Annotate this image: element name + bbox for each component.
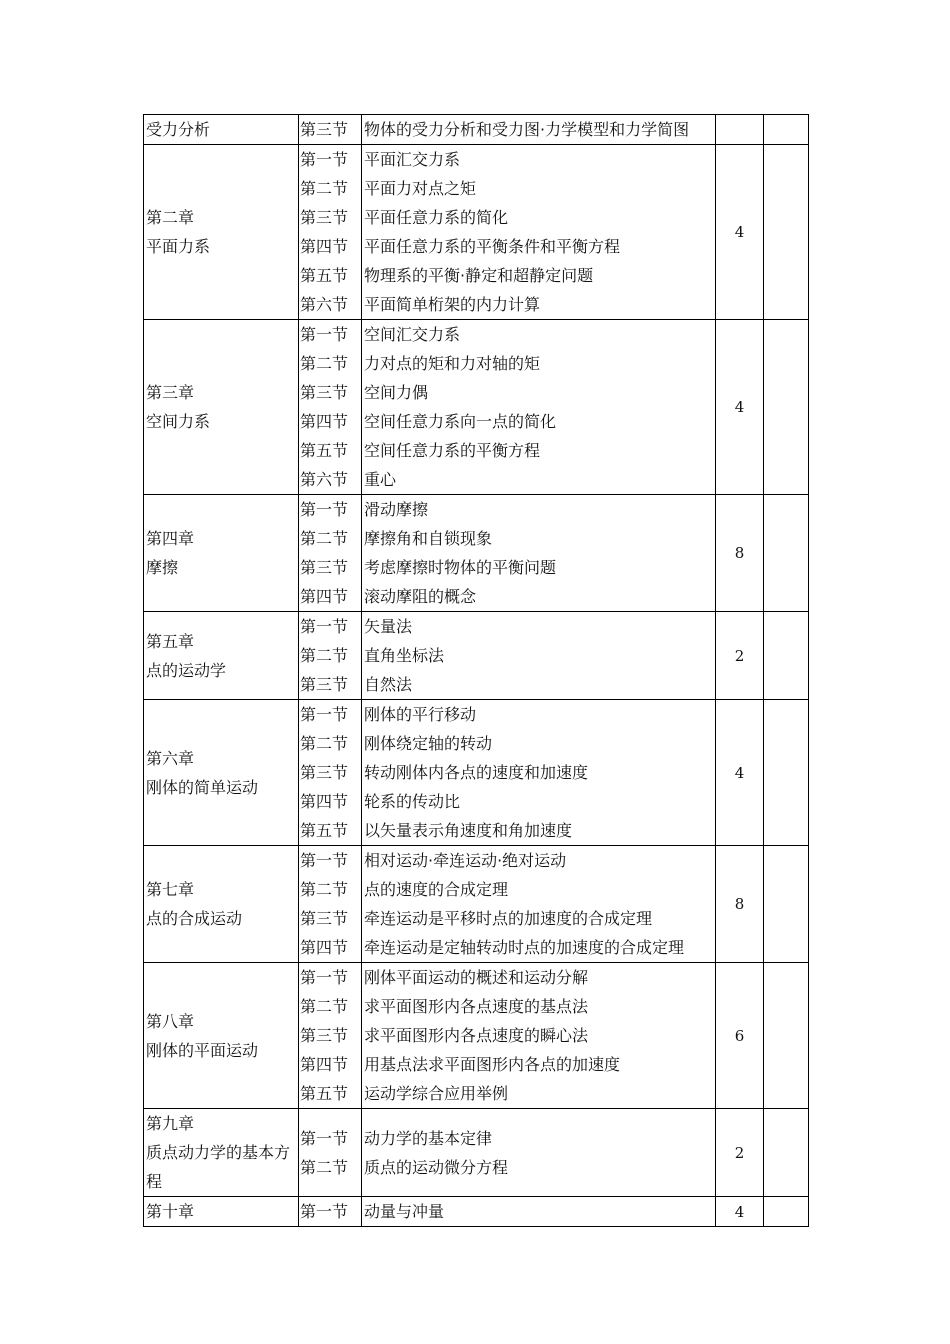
section-number: 第二节 xyxy=(300,646,349,665)
syllabus-table xyxy=(143,114,809,1227)
section-number-cell xyxy=(299,612,362,700)
section-topic: 动力学的基本定律 xyxy=(364,1128,493,1148)
section-topic: 空间任意力系的平衡方程 xyxy=(364,441,541,460)
section-number-cell xyxy=(299,115,362,145)
section-number: 第二节 xyxy=(300,1157,349,1177)
chapter-cell xyxy=(144,612,299,700)
section-topic: 物理系的平衡·静定和超静定问题 xyxy=(364,266,594,285)
section-number: 第二节 xyxy=(300,734,349,753)
section-topic: 刚体平面运动的概述和运动分解 xyxy=(364,968,589,987)
section-number: 第五节 xyxy=(300,266,349,285)
section-topic: 质点的运动微分方程 xyxy=(364,1157,509,1177)
chapter-title-line: 刚体的平面运动 xyxy=(146,1040,259,1060)
section-number: 第五节 xyxy=(300,1084,349,1103)
remarks-cell xyxy=(764,612,809,700)
chapter-title-line: 点的合成运动 xyxy=(146,909,243,928)
section-number: 第一节 xyxy=(300,851,349,870)
remarks-cell xyxy=(764,320,809,495)
chapter-title-line: 质点动力学的基本方 xyxy=(146,1143,291,1162)
section-topic: 矢量法 xyxy=(364,617,413,636)
chapter-cell xyxy=(144,963,299,1109)
section-topic: 用基点法求平面图形内各点的加速度 xyxy=(364,1055,621,1074)
section-number: 第一节 xyxy=(300,1128,349,1148)
section-topic-cell xyxy=(362,320,716,495)
section-number-cell xyxy=(299,846,362,963)
chapter-title-line: 程 xyxy=(146,1172,163,1191)
hours-cell: 4 xyxy=(716,1197,764,1227)
section-topic-cell xyxy=(362,612,716,700)
section-topic: 牵连运动是定轴转动时点的加速度的合成定理 xyxy=(364,938,685,957)
section-number: 第一节 xyxy=(300,968,349,987)
chapter-row xyxy=(144,963,809,1109)
section-number: 第二节 xyxy=(300,179,349,198)
section-topic: 运动学综合应用举例 xyxy=(364,1084,509,1103)
section-topic: 空间任意力系向一点的简化 xyxy=(364,412,557,431)
hours-cell: 4 xyxy=(716,700,764,846)
chapter-row xyxy=(144,320,809,495)
section-number: 第一节 xyxy=(300,150,349,169)
remarks-cell xyxy=(764,1197,809,1227)
section-number: 第一节 xyxy=(300,325,349,344)
chapter-row xyxy=(144,700,809,846)
section-number: 第五节 xyxy=(300,821,349,840)
chapter-cell xyxy=(144,1109,299,1197)
chapter-row xyxy=(144,145,809,320)
remarks-cell xyxy=(764,495,809,612)
section-topic: 摩擦角和自锁现象 xyxy=(364,529,493,548)
section-topic: 牵连运动是平移时点的加速度的合成定理 xyxy=(364,909,653,928)
section-number-cell xyxy=(299,1109,362,1197)
chapter-row xyxy=(144,612,809,700)
chapter-title-line: 第八章 xyxy=(146,1011,195,1031)
hours-cell: 8 xyxy=(716,846,764,963)
section-topic: 刚体的平行移动 xyxy=(364,705,477,724)
section-number: 第四节 xyxy=(300,587,349,606)
chapter-title-line: 受力分析 xyxy=(146,120,211,139)
remarks-cell xyxy=(764,1109,809,1197)
chapter-row xyxy=(144,115,809,145)
chapter-title-line: 第五章 xyxy=(146,631,195,651)
section-topic: 求平面图形内各点速度的瞬心法 xyxy=(364,1026,589,1045)
section-number: 第三节 xyxy=(300,383,349,402)
section-topic: 平面力对点之矩 xyxy=(364,179,477,198)
hours-cell xyxy=(716,115,764,145)
section-topic: 轮系的传动比 xyxy=(364,792,461,811)
section-number: 第四节 xyxy=(300,792,349,811)
hours-cell: 2 xyxy=(716,612,764,700)
section-number-cell xyxy=(299,320,362,495)
remarks-cell xyxy=(764,700,809,846)
section-topic: 自然法 xyxy=(364,675,413,694)
section-topic: 滚动摩阻的概念 xyxy=(364,587,477,606)
chapter-title-line: 第六章 xyxy=(146,748,195,768)
chapter-title-line: 第七章 xyxy=(146,880,195,899)
section-topic: 相对运动·牵连运动·绝对运动 xyxy=(364,851,567,870)
section-number-cell xyxy=(299,700,362,846)
section-number-cell xyxy=(299,145,362,320)
remarks-cell xyxy=(764,963,809,1109)
section-topic: 空间汇交力系 xyxy=(364,325,461,344)
section-number: 第四节 xyxy=(300,237,349,256)
section-number: 第三节 xyxy=(300,909,349,928)
chapter-cell xyxy=(144,846,299,963)
section-topic: 力对点的矩和力对轴的矩 xyxy=(364,354,541,373)
hours-cell: 4 xyxy=(716,145,764,320)
section-number: 第一节 xyxy=(300,1202,349,1221)
section-number: 第一节 xyxy=(300,617,349,636)
remarks-cell xyxy=(764,846,809,963)
chapter-cell xyxy=(144,495,299,612)
section-topic: 求平面图形内各点速度的基点法 xyxy=(364,997,589,1016)
chapter-title-line: 平面力系 xyxy=(146,237,211,256)
hours-cell: 8 xyxy=(716,495,764,612)
section-number: 第三节 xyxy=(300,120,349,139)
section-topic: 平面汇交力系 xyxy=(364,150,461,169)
chapter-row xyxy=(144,495,809,612)
section-topic: 滑动摩擦 xyxy=(364,500,429,519)
section-number: 第一节 xyxy=(300,705,349,724)
section-number-cell xyxy=(299,1197,362,1227)
section-number: 第二节 xyxy=(300,529,349,548)
chapter-title-line: 第十章 xyxy=(146,1202,195,1221)
section-number: 第一节 xyxy=(300,500,349,519)
section-topic: 刚体绕定轴的转动 xyxy=(364,734,493,753)
chapter-title-line: 刚体的简单运动 xyxy=(146,777,259,797)
section-topic: 平面任意力系的简化 xyxy=(364,208,509,227)
section-topic: 转动刚体内各点的速度和加速度 xyxy=(364,763,589,782)
chapter-title-line: 点的运动学 xyxy=(146,660,227,680)
section-number-cell xyxy=(299,963,362,1109)
section-number: 第三节 xyxy=(300,1026,349,1045)
section-topic: 动量与冲量 xyxy=(364,1202,445,1221)
chapter-cell xyxy=(144,115,299,145)
section-number: 第五节 xyxy=(300,441,349,460)
section-number: 第三节 xyxy=(300,675,349,694)
section-topic: 直角坐标法 xyxy=(364,646,445,665)
section-number: 第三节 xyxy=(300,763,349,782)
chapter-row xyxy=(144,846,809,963)
chapter-title-line: 第三章 xyxy=(146,383,195,402)
hours-cell: 6 xyxy=(716,963,764,1109)
section-number: 第二节 xyxy=(300,354,349,373)
chapter-title-line: 空间力系 xyxy=(146,412,211,431)
chapter-cell xyxy=(144,700,299,846)
section-topic: 平面任意力系的平衡条件和平衡方程 xyxy=(364,237,621,256)
section-topic-cell xyxy=(362,963,716,1109)
chapter-row xyxy=(144,1197,809,1227)
syllabus-body xyxy=(144,115,809,1227)
chapter-cell xyxy=(144,1197,299,1227)
section-topic: 以矢量表示角速度和角加速度 xyxy=(364,821,573,840)
section-number: 第二节 xyxy=(300,997,349,1016)
section-number: 第四节 xyxy=(300,1055,349,1074)
remarks-cell xyxy=(764,145,809,320)
chapter-title-line: 第二章 xyxy=(146,208,195,227)
remarks-cell xyxy=(764,115,809,145)
chapter-cell xyxy=(144,320,299,495)
hours-cell: 2 xyxy=(716,1109,764,1197)
chapter-title-line: 第四章 xyxy=(146,529,195,548)
section-topic: 空间力偶 xyxy=(364,383,429,402)
section-number: 第三节 xyxy=(300,558,349,577)
section-number-cell xyxy=(299,495,362,612)
section-topic: 物体的受力分析和受力图·力学模型和力学简图 xyxy=(364,120,690,139)
chapter-cell xyxy=(144,145,299,320)
chapter-title-line: 第九章 xyxy=(146,1114,195,1133)
section-number: 第二节 xyxy=(300,880,349,899)
section-topic-cell xyxy=(362,1197,716,1227)
hours-cell: 4 xyxy=(716,320,764,495)
section-topic-cell xyxy=(362,700,716,846)
section-topic: 平面简单桁架的内力计算 xyxy=(364,295,541,314)
chapter-title-line: 摩擦 xyxy=(146,558,179,577)
section-number: 第四节 xyxy=(300,938,349,957)
section-topic: 重心 xyxy=(364,470,397,489)
section-topic-cell xyxy=(362,145,716,320)
section-topic-cell xyxy=(362,1109,716,1197)
section-topic: 考虑摩擦时物体的平衡问题 xyxy=(364,558,557,577)
chapter-row xyxy=(144,1109,809,1197)
section-number: 第六节 xyxy=(300,295,349,314)
section-topic-cell xyxy=(362,846,716,963)
section-topic-cell xyxy=(362,495,716,612)
section-number: 第三节 xyxy=(300,208,349,227)
section-number: 第四节 xyxy=(300,412,349,431)
section-number: 第六节 xyxy=(300,470,349,489)
section-topic-cell xyxy=(362,115,716,145)
section-topic: 点的速度的合成定理 xyxy=(364,880,509,899)
